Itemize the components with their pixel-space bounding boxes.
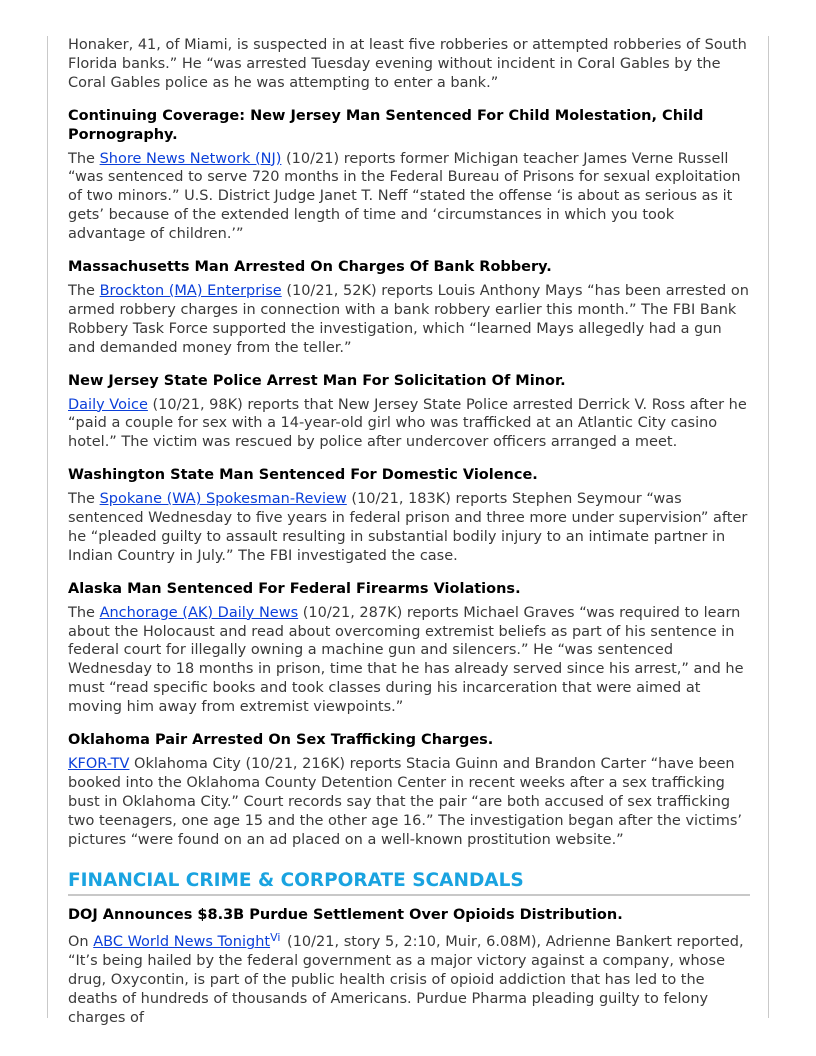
lead-article-headline: DOJ Announces $8.3B Purdue Settlement Over Opioids Distribution.: [68, 906, 623, 923]
article-body: Oklahoma City (10/21, 216K) reports Stacia Guinn and Brandon Carter “have been booked into the Oklahoma County Detention Center in recent weeks after a sex trafficking bust in Oklahoma City.” Court records say that the pair “are both accused of sex trafficking two teenagers, one age 15 and the other age 16.” The investigation began after the victims’ pictures “were found on an ad placed on a well-known prostitution website.”: [68, 756, 743, 848]
video-icon[interactable]: Vi: [270, 931, 281, 945]
lead-article: [68, 906, 750, 1028]
article-lead-text: The: [68, 491, 100, 508]
article-body: (10/21, 183K) reports Stephen Seymour “was sentenced Wednesday to five years in federal prison and three more under supervision” after he “pleaded guilty to assault resulting in substantial bodily injury to an intimate partner in Indian Country in July.” The FBI investigated the case.: [68, 491, 748, 564]
article-item: [68, 580, 750, 717]
article-item: [68, 107, 750, 244]
article-lead-text: The: [68, 282, 100, 299]
article-item: [68, 731, 750, 849]
article-headline: Oklahoma Pair Arrested On Sex Trafficking Charges.: [68, 732, 494, 749]
lead-article-source-link[interactable]: ABC World News Tonight: [93, 934, 271, 951]
article-item: [68, 372, 750, 453]
article-paragraph: [68, 150, 750, 245]
article-headline: Alaska Man Sentenced For Federal Firearms Violations.: [68, 580, 521, 597]
article-source-link[interactable]: Daily Voice: [68, 396, 148, 413]
article-paragraph: [68, 604, 750, 717]
lead-article-lead-text: On: [68, 934, 94, 951]
article-paragraph: [68, 490, 750, 566]
lead-article-body: (10/21, story 5, 2:10, Muir, 6.08M), Adrienne Bankert reported, “It’s being hailed by the federal government as a major victory against a company, whose drug, Oxycontin, is part of the public health crisis of opioid addiction that has led to the deaths of hundreds of thousands of Americans. Purdue Pharma pleading guilty to felony charges of: [68, 934, 744, 1027]
article-column: [68, 36, 750, 1042]
article-source-link[interactable]: KFOR-TV: [68, 756, 130, 772]
article-headline: Massachusetts Man Arrested On Charges Of Bank Robbery.: [68, 259, 552, 276]
article-headline: New Jersey State Police Arrest Man For Solicitation Of Minor.: [68, 372, 566, 389]
article-source-link[interactable]: Spokane (WA) Spokesman-Review: [99, 491, 347, 508]
article-body: (10/21, 287K) reports Michael Graves “was required to learn about the Holocaust and read about overcoming extremist beliefs as part of his sentence in federal court for illegally owning a machine gun and silencers.” He “was sentenced Wednesday to 18 months in prison, time that he has already served since his arrest,” and he must “read specific books and took classes during his incarceration that were aimed at moving him away from extremist viewpoints.”: [68, 604, 744, 716]
article-body: (10/21, 52K) reports Louis Anthony Mays “has been arrested on armed robbery charges in connection with a bank robbery earlier this month.” The FBI Bank Robbery Task Force supported the investigation, which “learned Mays allegedly had a gun and demanded money from the teller.”: [68, 282, 749, 356]
article-paragraph: [68, 396, 750, 453]
left-margin-rule: [47, 36, 48, 1018]
article-source-link[interactable]: Shore News Network (NJ): [99, 150, 282, 167]
article-body: (10/21) reports former Michigan teacher James Verne Russell “was sentenced to serve 720 months in the Federal Bureau of Prisons for sexual exploitation of two minors.” U.S. District Judge Janet T. Neff “stated the offense ‘is about as serious as it gets’ because of the extended length of time and ‘circumstances in which you took advantage of children.’”: [68, 150, 741, 243]
article-item: [68, 258, 750, 358]
article-source-link[interactable]: Brockton (MA) Enterprise: [99, 282, 282, 299]
intro-paragraph: Honaker, 41, of Miami, is suspected in at least five robberies or attempted robberies of South Florida banks.” He “was arrested Tuesday evening without incident in Coral Gables by the Coral Gables police as he was attempting to enter a bank.”: [68, 37, 747, 91]
article-source-link[interactable]: Anchorage (AK) Daily News: [99, 604, 299, 621]
right-margin-rule: [768, 36, 769, 1018]
article-lead-text: The: [68, 604, 100, 621]
article-body: (10/21, 98K) reports that New Jersey State Police arrested Derrick V. Ross after he “paid a couple for sex with a 14-year-old girl who was trafficked at an Atlantic City casino hotel.” The victim was rescued by police after undercover officers arranged a meet.: [68, 396, 747, 451]
section-heading: FINANCIAL CRIME & CORPORATE SCANDALS: [68, 870, 750, 896]
lead-article-paragraph: [68, 929, 750, 1028]
article-lead-text: The: [68, 150, 100, 167]
article-paragraph: [68, 282, 750, 358]
article-headline: Continuing Coverage: New Jersey Man Sentenced For Child Molestation, Child Pornography.: [68, 107, 704, 143]
article-item: [68, 466, 750, 566]
article-paragraph: [68, 755, 750, 850]
article-list: [68, 107, 750, 850]
article-headline: Washington State Man Sentenced For Domestic Violence.: [68, 467, 538, 484]
